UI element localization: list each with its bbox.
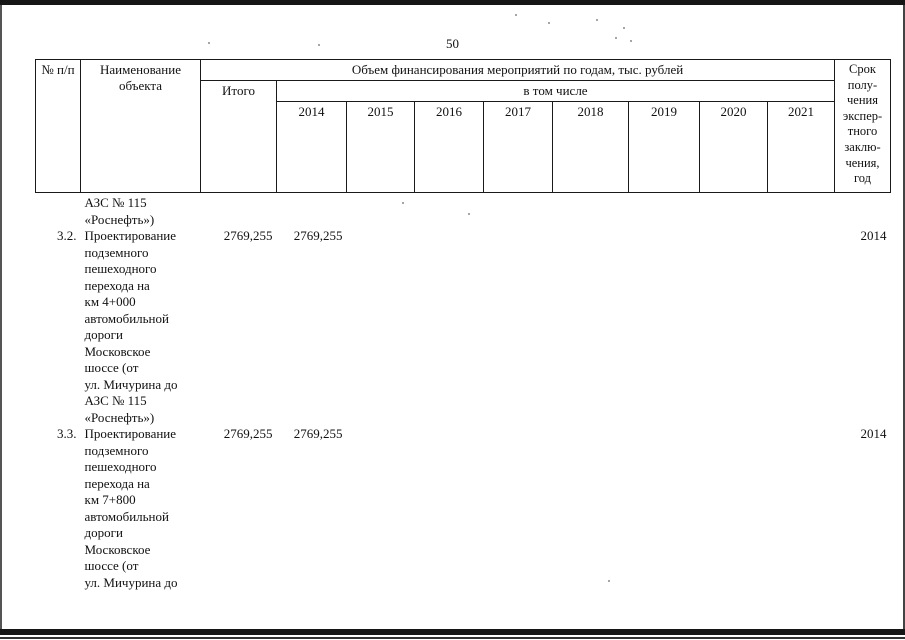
row-2015 <box>347 228 415 426</box>
row-name-line: «Роснефть») <box>84 409 155 425</box>
header-term <box>835 60 891 193</box>
header-year: 2015 <box>347 102 415 193</box>
header-term-line: заклю- <box>844 139 881 154</box>
header-term-line: Срок <box>849 62 876 76</box>
row-name <box>81 193 201 229</box>
row-name <box>81 228 201 426</box>
funding-table <box>35 59 891 591</box>
row-name-line: дороги <box>84 525 123 540</box>
header-year: 2017 <box>484 102 553 193</box>
row-name-line: автомобильной <box>84 310 169 326</box>
row-name-line: перехода на <box>84 277 150 293</box>
row-2014: 2769,255 <box>293 228 343 243</box>
header-total: Итого <box>201 81 277 193</box>
row-name-line: «Роснефть») <box>84 211 155 227</box>
row-2016 <box>415 228 484 426</box>
row-name-line: Проектирование <box>84 228 177 243</box>
header-year: 2014 <box>277 102 347 193</box>
row-num: 3.3. <box>57 426 77 441</box>
row-2017 <box>484 426 553 591</box>
header-name: Наименование объекта <box>81 60 201 193</box>
scan-speck <box>623 27 625 29</box>
row-2021 <box>768 228 835 426</box>
header-term-line: год <box>853 171 872 186</box>
header-including: в том числе <box>277 81 835 102</box>
row-name <box>81 426 201 591</box>
row-name-line: Проектирование <box>84 426 177 441</box>
bottom-rule <box>0 637 905 639</box>
header-year: 2018 <box>553 102 629 193</box>
row-name-line: Московское <box>84 343 151 359</box>
left-edge <box>0 5 2 629</box>
scan-speck <box>596 19 598 21</box>
bottom-border <box>0 629 905 635</box>
row-name-line: автомобильной <box>84 508 169 524</box>
row-name-line: км 7+800 <box>84 492 136 507</box>
row-name-line: АЗС № 115 <box>84 393 147 408</box>
row-2015 <box>347 426 415 591</box>
header-year: 2019 <box>629 102 700 193</box>
row-name-line: дороги <box>84 327 123 342</box>
top-border <box>0 0 905 5</box>
header-num: № п/п <box>36 60 81 193</box>
row-2016 <box>415 426 484 591</box>
header-year: 2021 <box>768 102 835 193</box>
table-row-carryover <box>36 193 891 229</box>
header-term-line: полу- <box>847 77 878 92</box>
row-name-line: ул. Мичурина до <box>84 376 178 392</box>
row-2017 <box>484 228 553 426</box>
row-2018 <box>553 426 629 591</box>
row-total: 2769,255 <box>223 228 273 243</box>
row-name-line: подземного <box>84 244 149 260</box>
row-name-line: АЗС № 115 <box>84 195 147 210</box>
row-name-line: подземного <box>84 442 149 458</box>
table-row <box>36 426 891 591</box>
row-2019 <box>629 228 700 426</box>
scan-speck <box>548 22 550 24</box>
row-2020 <box>700 228 768 426</box>
page-number: 50 <box>446 36 459 51</box>
table-row <box>36 228 891 426</box>
row-2019 <box>629 426 700 591</box>
row-empty <box>201 193 891 229</box>
row-name-line: перехода на <box>84 475 150 491</box>
row-name-line: ул. Мичурина до <box>84 574 178 590</box>
header-year: 2020 <box>700 102 768 193</box>
header-term-line: экспер- <box>842 108 883 123</box>
row-name-line: пешеходного <box>84 459 157 474</box>
row-2018 <box>553 228 629 426</box>
row-name-line: пешеходного <box>84 261 157 276</box>
header-year: 2016 <box>415 102 484 193</box>
row-num <box>36 193 81 229</box>
header-term-line: чения, <box>845 155 880 170</box>
header-term-line: тного <box>847 124 878 139</box>
row-name-line: шоссе (от <box>84 558 139 573</box>
header-funding: Объем финансирования мероприятий по годам, тыс. рублей <box>201 60 835 81</box>
row-name-line: км 4+000 <box>84 294 136 309</box>
row-total: 2769,255 <box>223 426 273 441</box>
header-term-line: чения <box>847 93 878 108</box>
row-name-line: Московское <box>84 541 151 557</box>
row-2014: 2769,255 <box>293 426 343 441</box>
row-term: 2014 <box>860 228 887 243</box>
row-term: 2014 <box>860 426 887 441</box>
scan-speck <box>515 14 517 16</box>
row-2020 <box>700 426 768 591</box>
row-2021 <box>768 426 835 591</box>
row-name-line: шоссе (от <box>84 360 139 375</box>
row-num: 3.2. <box>57 228 77 243</box>
